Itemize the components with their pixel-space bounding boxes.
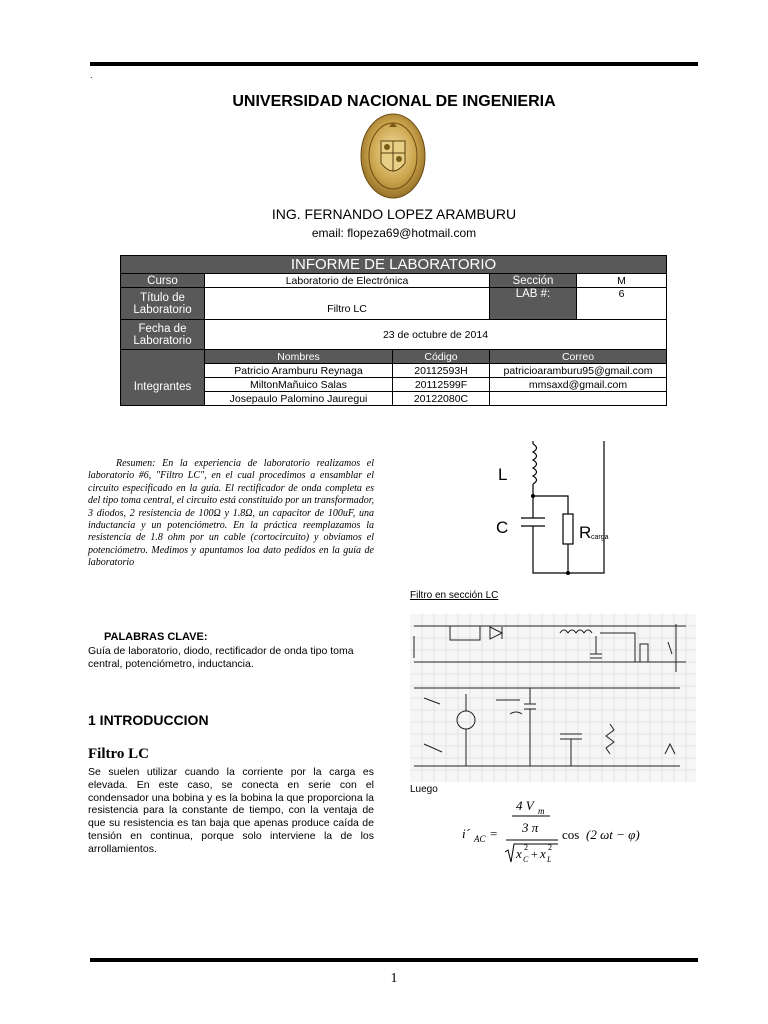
formula-denominator-plus: +	[531, 847, 538, 861]
column-header: Código	[393, 350, 490, 364]
member-name: Patricio Aramburu Reynaga	[205, 364, 393, 378]
formula-denominator-x1: x	[516, 846, 522, 861]
current-formula	[450, 792, 660, 870]
seccion-label: Sección	[490, 274, 577, 288]
lc-filter-circuit-diagram	[478, 438, 620, 578]
member-code: 20112593H	[393, 364, 490, 378]
abstract-text: Resumen: En la experiencia de laboratorio realizamos el laboratorio #6, "Filtro LC", en el cual procedimos a ensamblar el circuito especificado en la guía. El rectificador de onda completa es del tipo toma central, el circuito está constituido por un transformador, 3 diodos, 2 resistencia de 100Ω y 1.8Ω, un capacitor de 100uF, una inductancia y un potenciómetro. En la práctica reemplazamos la resistencia de 1.8 ohm por un cable (cortocircuito) y obviamos el potenciómetro. Medimos y apuntamos loa dato pedidos en la guía de laboratorio	[88, 458, 374, 569]
keywords-text: Guía de laboratorio, diodo, rectificador de onda tipo toma central, potenciómetro, inductancia.	[88, 645, 354, 670]
page-number: 1	[390, 971, 398, 986]
header-dot: .	[90, 70, 93, 80]
formula-lhs: i´	[462, 826, 470, 841]
curso-value: Laboratorio de Electrónica	[205, 274, 490, 288]
professor-email: email: flopeza69@hotmail.com	[311, 226, 477, 240]
fecha-label: Fecha de Laboratorio	[121, 320, 205, 350]
section-heading: 1 INTRODUCCION	[88, 712, 209, 728]
resistor-label: R	[579, 523, 592, 542]
formula-numerator-subscript: m	[538, 806, 545, 816]
formula-denominator-x2: x	[540, 846, 546, 861]
member-name: Josepaulo Palomino Jauregui	[205, 392, 393, 406]
university-seal-logo	[360, 113, 426, 199]
formula-cos: cos	[562, 827, 580, 842]
formula-numerator-denominator: 3 π	[522, 820, 539, 835]
member-email: patricioaramburu95@gmail.com	[490, 364, 667, 378]
report-info-table	[120, 255, 667, 406]
subsection-heading: Filtro LC	[88, 746, 149, 762]
member-code: 20112599F	[393, 378, 490, 392]
figure-caption: Luego	[410, 784, 438, 795]
formula-numerator: 4 V	[516, 798, 534, 813]
professor-name: ING. FERNANDO LOPEZ ARAMBURU	[271, 206, 517, 222]
column-header: Nombres	[205, 350, 393, 364]
member-code: 20122080C	[393, 392, 490, 406]
titulo-value: Filtro LC	[205, 288, 490, 320]
report-title: INFORME DE LABORATORIO	[121, 256, 667, 274]
formula-denominator-x1-subscript: C	[523, 855, 529, 864]
capacitor-label: C	[496, 518, 509, 537]
handwritten-circuit-sketch	[410, 614, 696, 782]
formula-denominator-x2-square: 2	[548, 843, 552, 852]
integrantes-label: Integrantes	[121, 350, 205, 406]
figure-caption: Filtro en sección LC	[410, 590, 499, 601]
member-email	[490, 392, 667, 406]
fecha-value: 23 de octubre de 2014	[205, 320, 667, 350]
top-rule	[90, 62, 698, 66]
inductor-label: L	[498, 465, 508, 484]
column-header: Correo	[490, 350, 667, 364]
resistor-label-subscript: carga	[591, 534, 609, 541]
bottom-rule	[90, 958, 698, 962]
formula-denominator-x2-subscript: L	[547, 855, 552, 864]
lab-value: 6	[577, 288, 667, 320]
titulo-label: Título de Laboratorio	[121, 288, 205, 320]
keywords-heading: PALABRAS CLAVE:	[104, 631, 208, 643]
university-title: UNIVERSIDAD NACIONAL DE INGENIERIA	[232, 93, 556, 110]
member-name: MiltonMañuico Salas	[205, 378, 393, 392]
seccion-value: M	[577, 274, 667, 288]
formula-denominator-x1-square: 2	[524, 843, 528, 852]
lab-label: LAB #:	[490, 288, 577, 320]
member-email: mmsaxd@gmail.com	[490, 378, 667, 392]
formula-lhs-subscript: AC	[474, 834, 486, 844]
formula-argument: (2 ωt − φ)	[586, 827, 640, 842]
formula-equals: =	[490, 826, 498, 841]
intro-paragraph: Se suelen utilizar cuando la corriente por la carga es elevada. En este caso, se conecta en serie con el condensador una bobina y es la bobina la que proporciona la resistencia para la constante de tiempo, con la ventaja de que su resistencia es tan baja que apenas produce caída de tensión en continua, porque solo interviene la de los arrollamientos.	[88, 766, 374, 855]
curso-label: Curso	[121, 274, 205, 288]
